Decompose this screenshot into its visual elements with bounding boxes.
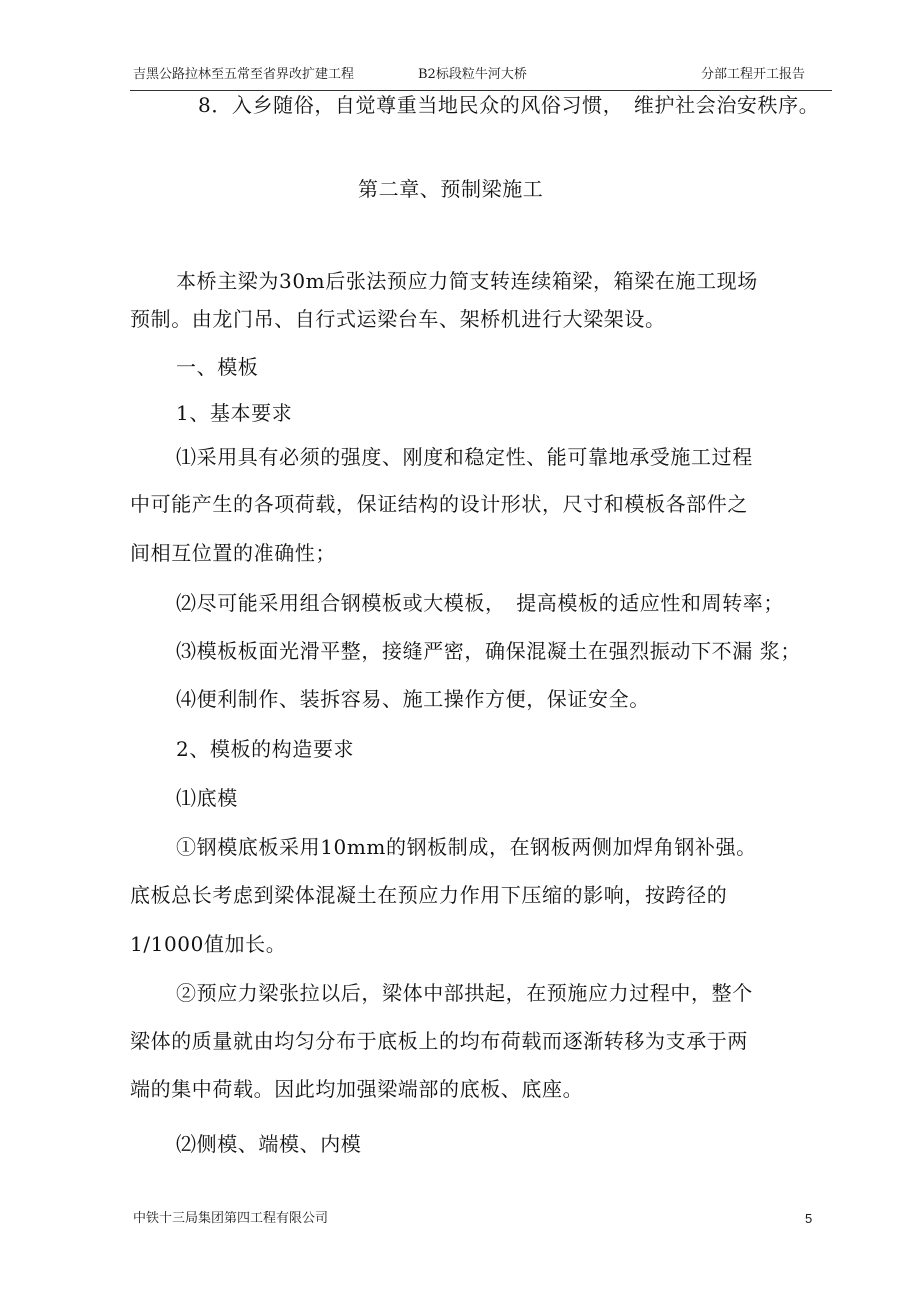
- chapter-title: 第二章、预制梁施工: [358, 177, 544, 201]
- requirement-1-line-3: 间相互位置的准确性；: [130, 541, 336, 565]
- item-1-line-2: 底板总长考虑到梁体混凝土在预应力作用下压缩的影响，按跨径的: [130, 883, 728, 907]
- requirement-3: ⑶模板板面光滑平整，接缝严密，确保混凝土在强烈振动下不漏 浆；: [176, 639, 801, 663]
- item-1-line-3: 1/1000值加长。: [130, 932, 287, 956]
- previous-list-item: 8．入乡随俗，自觉尊重当地民众的风俗习惯， 维护社会治安秩序。: [198, 93, 820, 117]
- page-number: 5: [805, 1211, 813, 1226]
- bottom-mold-heading: ⑴底模: [176, 786, 238, 810]
- header-project-name: 吉黑公路拉林至五常至省界改扩建工程: [133, 67, 355, 82]
- requirement-2: ⑵尽可能采用组合钢模板或大模板， 提高模板的适应性和周转率；: [176, 591, 784, 615]
- item-2-line-1: ②预应力梁张拉以后，梁体中部拱起，在预施应力过程中，整个: [176, 981, 753, 1005]
- requirement-1-line-1: ⑴采用具有必须的强度、刚度和稳定性、能可靠地承受施工过程: [176, 445, 753, 469]
- header-divider: [130, 90, 832, 91]
- side-mold-heading: ⑵侧模、端模、内模: [176, 1132, 362, 1156]
- intro-paragraph-line-1: 本桥主梁为30m后张法预应力简支转连续箱梁，箱梁在施工现场: [176, 269, 758, 293]
- footer-company-name: 中铁十三局集团第四工程有限公司: [133, 1211, 329, 1226]
- item-2-line-2: 梁体的质量就由均匀分布于底板上的均布荷载而逐渐转移为支承于两: [130, 1029, 748, 1053]
- item-1-line-1: ①钢模底板采用10mm的钢板制成，在钢板两侧加焊角钢补强。: [176, 835, 757, 859]
- subheading-construction-requirements: 2、模板的构造要求: [176, 737, 355, 761]
- item-2-line-3: 端的集中荷载。因此均加强梁端部的底板、底座。: [130, 1077, 584, 1101]
- intro-paragraph-line-2: 预制。由龙门吊、自行式运梁台车、架桥机进行大梁架设。: [130, 307, 666, 331]
- requirement-4: ⑷便利制作、装拆容易、施工操作方便，保证安全。: [176, 687, 650, 711]
- header-report-type: 分部工程开工报告: [701, 67, 806, 82]
- subheading-basic-requirements: 1、基本要求: [176, 401, 293, 425]
- requirement-1-line-2: 中可能产生的各项荷载，保证结构的设计形状，尺寸和模板各部件之: [130, 492, 748, 516]
- header-section-name: B2标段粒牛河大桥: [418, 67, 527, 82]
- section-heading-formwork: 一、模板: [176, 355, 259, 379]
